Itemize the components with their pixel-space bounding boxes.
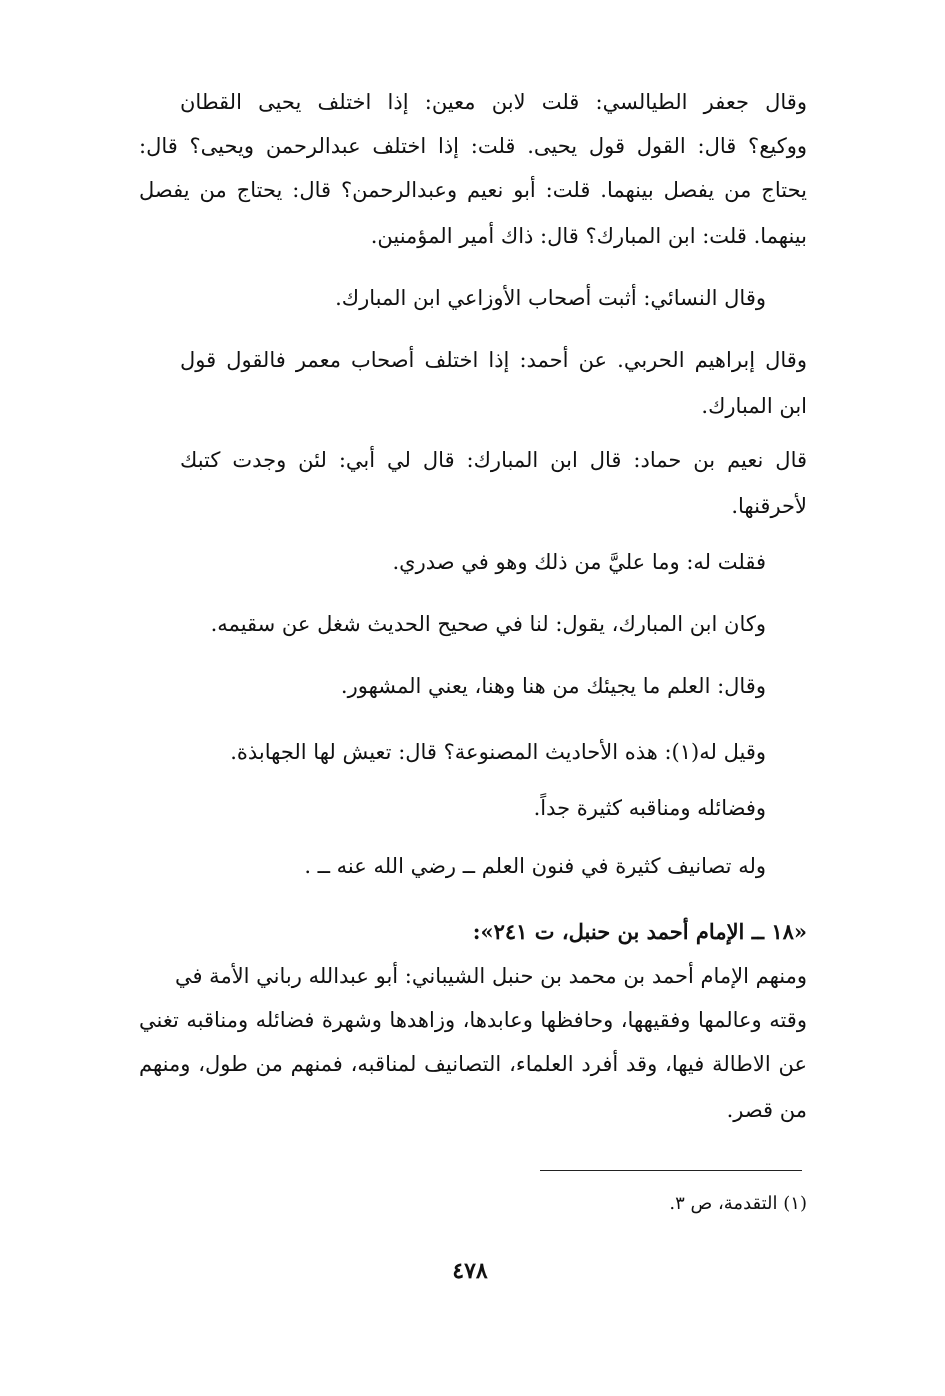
- text-line: وفضائله ومناقبه كثيرة جداً.: [533, 796, 766, 820]
- footnote: (١) التقدمة، ص ٣.: [669, 1193, 807, 1214]
- text-line: وقيل له(١): هذه الأحاديث المصنوعة؟ قال: تعيش لها الجهابذة.: [230, 740, 766, 764]
- section-heading: «١٨ ــ الإمام أحمد بن حنبل، ت ٢٤١»:: [472, 919, 807, 944]
- text-line: من قصر.: [726, 1098, 807, 1122]
- text-line: عن الاطالة فيها، وقد أفرد العلماء، التصانيف لمناقبه، فمنهم من طول، ومنهم: [139, 1052, 807, 1076]
- page-number: ٤٧٨: [452, 1258, 488, 1284]
- text-line: وقال: العلم ما يجيئك من هنا وهنا، يعني المشهور.: [340, 674, 766, 698]
- text-line: لأحرقنها.: [731, 494, 807, 518]
- text-line: وقال جعفر الطيالسي: قلت لابن معين: إذا اختلف يحيى القطان: [180, 90, 807, 114]
- text-line: ومنهم الإمام أحمد بن محمد بن حنبل الشيباني: أبو عبدالله رباني الأمة في: [174, 964, 807, 988]
- text-line: وقال إبراهيم الحربي. عن أحمد: إذا اختلف أصحاب معمر فالقول قول: [180, 348, 807, 372]
- text-line: وكان ابن المبارك، يقول: لنا في صحيح الحديث شغل عن سقيمه.: [210, 612, 766, 636]
- text-line: وقته وعالمها وفقيهها، وحافظها وعابدها، وزاهدها وشهرة فضائله ومناقبه تغني: [139, 1008, 807, 1032]
- footnote-divider: [540, 1170, 802, 1171]
- text-line: قال نعيم بن حماد: قال ابن المبارك: قال لي أبي: لئن وجدت كتبك: [180, 448, 807, 472]
- text-line: بينهما. قلت: ابن المبارك؟ قال: ذاك أمير المؤمنين.: [370, 224, 807, 248]
- text-line: ابن المبارك.: [701, 394, 807, 418]
- text-line: يحتاج من يفصل بينهما. قلت: أبو نعيم وعبدالرحمن؟ قال: يحتاج من يفصل: [139, 178, 807, 202]
- text-line: وقال النسائي: أثبت أصحاب الأوزاعي ابن المبارك.: [335, 286, 766, 310]
- text-line: فقلت له: وما عليَّ من ذلك وهو في صدري.: [392, 550, 766, 574]
- text-line: وله تصانيف كثيرة في فنون العلم ــ رضي الله عنه ــ .: [304, 854, 766, 878]
- text-line: ووكيع؟ قال: القول قول يحيى. قلت: إذا اختلف عبدالرحمن ويحيى؟ قال:: [139, 134, 807, 158]
